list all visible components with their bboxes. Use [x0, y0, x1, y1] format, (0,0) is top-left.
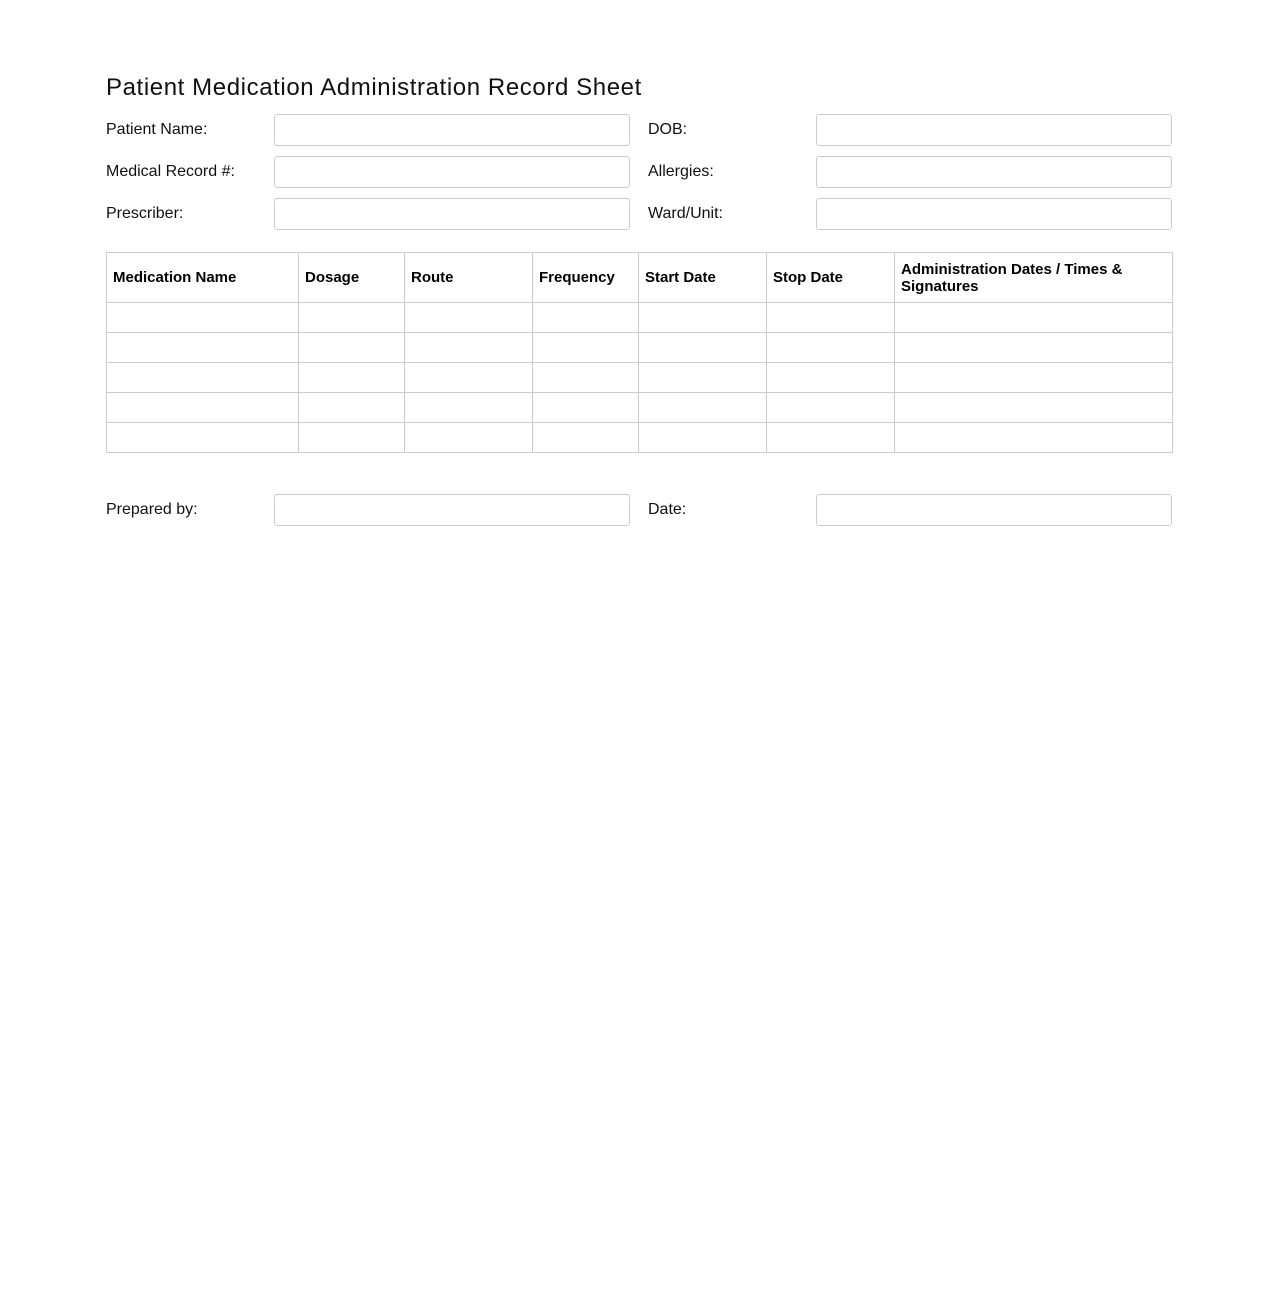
cell-route[interactable] [405, 423, 533, 453]
column-header-dosage: Dosage [299, 253, 405, 303]
allergies-input[interactable] [816, 156, 1172, 188]
cell-stop-date[interactable] [767, 393, 895, 423]
date-label: Date: [648, 501, 687, 518]
cell-stop-date[interactable] [767, 363, 895, 393]
prepared-by-label: Prepared by: [106, 501, 198, 518]
ward-unit-input[interactable] [816, 198, 1172, 230]
patient-name-label: Patient Name: [106, 121, 208, 138]
date-input[interactable] [816, 494, 1172, 526]
prescriber-input[interactable] [274, 198, 630, 230]
dob-input[interactable] [816, 114, 1172, 146]
info-row-1 [106, 114, 1172, 146]
medical-record-input[interactable] [274, 156, 630, 188]
medication-table [106, 252, 1173, 453]
table-row [107, 393, 1173, 423]
cell-stop-date[interactable] [767, 423, 895, 453]
table-row [107, 303, 1173, 333]
cell-stop-date[interactable] [767, 333, 895, 363]
cell-frequency[interactable] [533, 303, 639, 333]
cell-dosage[interactable] [299, 423, 405, 453]
column-header-stop-date: Stop Date [767, 253, 895, 303]
prescriber-label: Prescriber: [106, 205, 184, 222]
cell-administration[interactable] [895, 393, 1173, 423]
table-row [107, 333, 1173, 363]
cell-route[interactable] [405, 363, 533, 393]
column-header-administration: Administration Dates / Times & Signatures [895, 253, 1173, 303]
column-header-route: Route [405, 253, 533, 303]
column-header-start-date: Start Date [639, 253, 767, 303]
cell-dosage[interactable] [299, 363, 405, 393]
cell-stop-date[interactable] [767, 303, 895, 333]
cell-administration[interactable] [895, 303, 1173, 333]
cell-dosage[interactable] [299, 303, 405, 333]
patient-info-section [106, 114, 1172, 230]
table-row [107, 363, 1173, 393]
cell-route[interactable] [405, 303, 533, 333]
cell-route[interactable] [405, 333, 533, 363]
cell-medication-name[interactable] [107, 333, 299, 363]
footer-section [106, 494, 1172, 526]
cell-frequency[interactable] [533, 423, 639, 453]
cell-dosage[interactable] [299, 393, 405, 423]
column-header-frequency: Frequency [533, 253, 639, 303]
patient-name-input[interactable] [274, 114, 630, 146]
dob-label: DOB: [648, 121, 688, 138]
cell-start-date[interactable] [639, 423, 767, 453]
prepared-by-input[interactable] [274, 494, 630, 526]
ward-unit-label: Ward/Unit: [648, 205, 723, 222]
cell-frequency[interactable] [533, 363, 639, 393]
page-title: Patient Medication Administration Record Sheet [106, 74, 642, 101]
cell-medication-name[interactable] [107, 303, 299, 333]
cell-administration[interactable] [895, 363, 1173, 393]
info-row-3 [106, 198, 1172, 230]
cell-administration[interactable] [895, 423, 1173, 453]
cell-start-date[interactable] [639, 303, 767, 333]
cell-start-date[interactable] [639, 393, 767, 423]
cell-medication-name[interactable] [107, 393, 299, 423]
cell-start-date[interactable] [639, 363, 767, 393]
cell-dosage[interactable] [299, 333, 405, 363]
table-header-row [107, 253, 1173, 303]
cell-administration[interactable] [895, 333, 1173, 363]
allergies-label: Allergies: [648, 163, 714, 180]
medical-record-label: Medical Record #: [106, 163, 235, 180]
info-row-2 [106, 156, 1172, 188]
cell-route[interactable] [405, 393, 533, 423]
cell-medication-name[interactable] [107, 363, 299, 393]
cell-frequency[interactable] [533, 393, 639, 423]
cell-medication-name[interactable] [107, 423, 299, 453]
table-row [107, 423, 1173, 453]
cell-start-date[interactable] [639, 333, 767, 363]
cell-frequency[interactable] [533, 333, 639, 363]
column-header-medication-name: Medication Name [107, 253, 299, 303]
medication-record-sheet [106, 72, 1172, 518]
